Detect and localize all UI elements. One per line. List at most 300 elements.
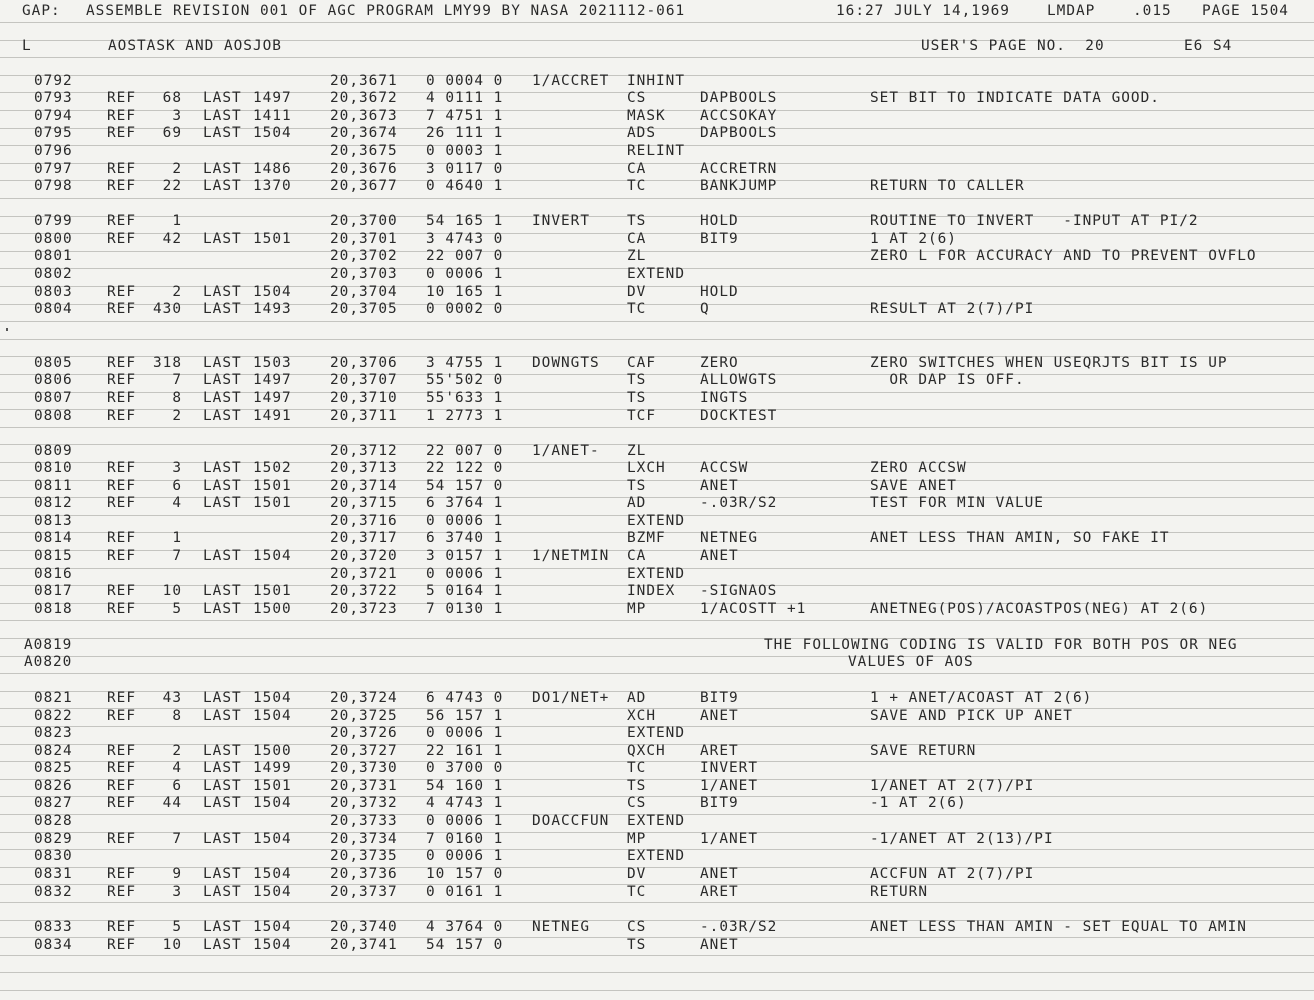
listing-op: EXTEND [627, 266, 685, 282]
listing-op: DV [627, 866, 647, 882]
listing-ref-no: 4 [172, 760, 182, 776]
listing-addr: 20,3716 [330, 513, 398, 529]
listing-line: 0834 [34, 937, 73, 953]
listing-addr: 20,3726 [330, 725, 398, 741]
listing-ref: REF [107, 583, 136, 599]
listing-last-no: 1504 [253, 831, 292, 847]
listing-addr: 20,3734 [330, 831, 398, 847]
listing-addr: 20,3671 [330, 73, 398, 89]
listing-addr: 20,3727 [330, 743, 398, 759]
listing-addr: 20,3702 [330, 248, 398, 264]
listing-ref: REF [107, 831, 136, 847]
listing-line: 0821 [34, 690, 73, 706]
listing-ref: REF [107, 495, 136, 511]
listing-last: LAST [203, 390, 242, 406]
ruling-line [0, 708, 1314, 709]
listing-line: 0805 [34, 355, 73, 371]
listing-label: DOACCFUN [532, 813, 610, 829]
listing-code: 0 0006 1 [426, 266, 504, 282]
listing-operand: BIT9 [700, 231, 739, 247]
listing-last-no: 1501 [253, 778, 292, 794]
listing-ref-no: 68 [162, 90, 182, 106]
listing-operand: ACCRETRN [700, 161, 778, 177]
listing-op: QXCH [627, 743, 666, 759]
listing-line: 0793 [34, 90, 73, 106]
listing-operand: Q [700, 301, 710, 317]
ruling-line [0, 163, 1314, 164]
listing-addr: 20,3712 [330, 443, 398, 459]
listing-op: INDEX [627, 583, 676, 599]
listing-line: 0801 [34, 248, 73, 264]
listing-addr: 20,3731 [330, 778, 398, 794]
listing-operand: -.03R/S2 [700, 919, 778, 935]
listing-operand: ALLOWGTS [700, 372, 778, 388]
listing-addr: 20,3724 [330, 690, 398, 706]
listing-operand: ANET [700, 478, 739, 494]
listing-comment: ROUTINE TO INVERT -INPUT AT PI/2 [870, 213, 1199, 229]
listing-line: 0813 [34, 513, 73, 529]
listing-last: LAST [203, 355, 242, 371]
listing-ref: REF [107, 478, 136, 494]
listing-last: LAST [203, 408, 242, 424]
listing-ref-no: 44 [162, 795, 182, 811]
listing-ref: REF [107, 530, 136, 546]
listing-last: LAST [203, 125, 242, 141]
listing-op: CAF [627, 355, 656, 371]
listing-ref-no: 3 [172, 460, 182, 476]
listing-comment: 1 AT 2(6) [870, 231, 957, 247]
gap-label: GAP: [22, 3, 61, 19]
section-title: AOSTASK AND AOSJOB [108, 38, 282, 54]
listing-addr: 20,3672 [330, 90, 398, 106]
listing-last: LAST [203, 108, 242, 124]
listing-line: 0806 [34, 372, 73, 388]
listing-comment: RETURN [870, 884, 928, 900]
listing-last: LAST [203, 548, 242, 564]
listing-code: 4 3764 0 [426, 919, 504, 935]
listing-ref: REF [107, 355, 136, 371]
listing-label: INVERT [532, 213, 590, 229]
listing-last-no: 1501 [253, 478, 292, 494]
listing-code: 0 4640 1 [426, 178, 504, 194]
listing-line: 0796 [34, 143, 73, 159]
listing-operand: INVERT [700, 760, 758, 776]
listing-line: 0827 [34, 795, 73, 811]
listing-code: 0 0006 1 [426, 513, 504, 529]
listing-code: 26 111 1 [426, 125, 504, 141]
listing-last: LAST [203, 161, 242, 177]
listing-label: DOWNGTS [532, 355, 600, 371]
listing-line: 0832 [34, 884, 73, 900]
listing-code: 0 0004 0 [426, 73, 504, 89]
listing-operand: -SIGNAOS [700, 583, 778, 599]
listing-last: LAST [203, 778, 242, 794]
listing-addr: 20,3677 [330, 178, 398, 194]
listing-op: CA [627, 161, 647, 177]
listing-label: NETNEG [532, 919, 590, 935]
ruling-line [0, 796, 1314, 797]
listing-code: 0 0006 1 [426, 813, 504, 829]
listing-last-no: 1504 [253, 884, 292, 900]
listing-operand: 1/ACOSTT +1 [700, 601, 807, 617]
listing-comment: 1/ANET AT 2(7)/PI [870, 778, 1035, 794]
listing-op: TC [627, 760, 647, 776]
listing-line: 0830 [34, 848, 73, 864]
listing-ref-no: 3 [172, 884, 182, 900]
listing-last-no: 1504 [253, 284, 292, 300]
listing-op: TS [627, 478, 647, 494]
listing-last-no: 1497 [253, 90, 292, 106]
listing-line: 0828 [34, 813, 73, 829]
listing-addr: 20,3706 [330, 355, 398, 371]
listing-ref: REF [107, 213, 136, 229]
listing-op: EXTEND [627, 566, 685, 582]
listing-ref: REF [107, 743, 136, 759]
comment-text: VALUES OF AOS [848, 654, 974, 670]
listing-line: 0810 [34, 460, 73, 476]
listing-line: 0818 [34, 601, 73, 617]
listing-last: LAST [203, 495, 242, 511]
listing-code: 54 157 0 [426, 478, 504, 494]
listing-line: 0814 [34, 530, 73, 546]
listing-op: MASK [627, 108, 666, 124]
listing-ref: REF [107, 284, 136, 300]
listing-operand: ANET [700, 708, 739, 724]
listing-operand: ACCSW [700, 460, 749, 476]
listing-addr: 20,3722 [330, 583, 398, 599]
listing-ref-no: 3 [172, 108, 182, 124]
listing-code: 7 4751 1 [426, 108, 504, 124]
listing-last-no: 1504 [253, 548, 292, 564]
listing-ref-no: 43 [162, 690, 182, 706]
listing-code: 22 007 0 [426, 248, 504, 264]
listing-operand: HOLD [700, 213, 739, 229]
listing-last-no: 1500 [253, 743, 292, 759]
listing-code: 22 007 0 [426, 443, 504, 459]
listing-line: 0824 [34, 743, 73, 759]
listing-last: LAST [203, 743, 242, 759]
ruling-line [0, 884, 1314, 885]
listing-last-no: 1493 [253, 301, 292, 317]
listing-ref-no: 7 [172, 831, 182, 847]
listing-last-no: 1504 [253, 866, 292, 882]
listing-operand: 1/ANET [700, 778, 758, 794]
listing-last: LAST [203, 583, 242, 599]
listing-op: ZL [627, 248, 647, 264]
listing-last-no: 1504 [253, 125, 292, 141]
listing-addr: 20,3720 [330, 548, 398, 564]
listing-addr: 20,3735 [330, 848, 398, 864]
listing-ref-no: 4 [172, 495, 182, 511]
listing-ref: REF [107, 690, 136, 706]
listing-ref: REF [107, 778, 136, 794]
listing-op: TC [627, 884, 647, 900]
listing-line: 0804 [34, 301, 73, 317]
listing-comment: ANET LESS THAN AMIN - SET EQUAL TO AMIN [870, 919, 1247, 935]
listing-label: 1/ANET- [532, 443, 600, 459]
listing-ref-no: 2 [172, 284, 182, 300]
listing-operand: NETNEG [700, 530, 758, 546]
listing-last-no: 1499 [253, 760, 292, 776]
listing-code: 22 161 1 [426, 743, 504, 759]
listing-op: INHINT [627, 73, 685, 89]
listing-last: LAST [203, 284, 242, 300]
listing-ref-no: 42 [162, 231, 182, 247]
listing-ref: REF [107, 866, 136, 882]
listing-line: 0825 [34, 760, 73, 776]
listing-ref-no: 69 [162, 125, 182, 141]
ruling-line [0, 233, 1314, 234]
ruling-line [0, 673, 1314, 674]
ruling-line [0, 374, 1314, 375]
listing-ref: REF [107, 408, 136, 424]
listing-code: 3 0117 0 [426, 161, 504, 177]
listing-ref: REF [107, 795, 136, 811]
listing-operand: ZERO [700, 355, 739, 371]
listing-last: LAST [203, 690, 242, 706]
program-name: LMDAP [1047, 3, 1096, 19]
listing-ref-no: 318 [153, 355, 182, 371]
listing-code: 0 0006 1 [426, 725, 504, 741]
listing-addr: 20,3673 [330, 108, 398, 124]
listing-addr: 20,3723 [330, 601, 398, 617]
listing-line: 0817 [34, 583, 73, 599]
listing-ref: REF [107, 548, 136, 564]
listing-code: 3 0157 1 [426, 548, 504, 564]
listing-comment: -1/ANET AT 2(13)/PI [870, 831, 1054, 847]
listing-operand: ANET [700, 937, 739, 953]
listing-code: 55'633 1 [426, 390, 504, 406]
listing-ref: REF [107, 390, 136, 406]
ruling-line [0, 867, 1314, 868]
listing-op: ZL [627, 443, 647, 459]
listing-op: BZMF [627, 530, 666, 546]
listing-operand: BANKJUMP [700, 178, 778, 194]
ruling-line [0, 57, 1314, 58]
listing-ref-no: 2 [172, 161, 182, 177]
listing-label: 1/ACCRET [532, 73, 610, 89]
ruling-line [0, 902, 1314, 903]
listing-comment: -1 AT 2(6) [870, 795, 967, 811]
ruling-line [0, 444, 1314, 445]
listing-last: LAST [203, 178, 242, 194]
listing-addr: 20,3703 [330, 266, 398, 282]
listing-last: LAST [203, 601, 242, 617]
listing-op: CA [627, 548, 647, 564]
listing-last-no: 1504 [253, 690, 292, 706]
listing-last-no: 1501 [253, 583, 292, 599]
listing-addr: 20,3740 [330, 919, 398, 935]
listing-op: AD [627, 690, 647, 706]
listing-last-no: 1504 [253, 708, 292, 724]
assembly-timestamp: 16:27 JULY 14,1969 [836, 3, 1010, 19]
listing-line: 0809 [34, 443, 73, 459]
listing-operand: ANET [700, 866, 739, 882]
listing-op: CS [627, 795, 647, 811]
listing-last: LAST [203, 301, 242, 317]
listing-ref: REF [107, 90, 136, 106]
listing-ref: REF [107, 760, 136, 776]
ruling-line [0, 427, 1314, 428]
listing-last-no: 1502 [253, 460, 292, 476]
listing-code: 3 4743 0 [426, 231, 504, 247]
ruling-line [0, 550, 1314, 551]
listing-addr: 20,3701 [330, 231, 398, 247]
listing-op: TC [627, 178, 647, 194]
listing-addr: 20,3707 [330, 372, 398, 388]
listing-code: 0 0002 0 [426, 301, 504, 317]
listing-addr: 20,3676 [330, 161, 398, 177]
listing-code: 0 0161 1 [426, 884, 504, 900]
listing-op: AD [627, 495, 647, 511]
listing-comment: ZERO SWITCHES WHEN USEQRJTS BIT IS UP [870, 355, 1228, 371]
listing-addr: 20,3715 [330, 495, 398, 511]
ruling-line [0, 990, 1314, 991]
listing-op: CA [627, 231, 647, 247]
listing-code: 7 0130 1 [426, 601, 504, 617]
listing-ref-no: 6 [172, 778, 182, 794]
listing-last-no: 1411 [253, 108, 292, 124]
listing-code: 6 3764 1 [426, 495, 504, 511]
listing-last: LAST [203, 231, 242, 247]
listing-comment: SAVE ANET [870, 478, 957, 494]
listing-ref-no: 1 [172, 530, 182, 546]
listing-op: TC [627, 301, 647, 317]
listing-op: TS [627, 372, 647, 388]
listing-last: LAST [203, 708, 242, 724]
listing-addr: 20,3674 [330, 125, 398, 141]
listing-code: 22 122 0 [426, 460, 504, 476]
listing-line: 0823 [34, 725, 73, 741]
listing-last: LAST [203, 90, 242, 106]
listing-ref-no: 2 [172, 408, 182, 424]
listing-op: EXTEND [627, 725, 685, 741]
listing-op: CS [627, 90, 647, 106]
listing-addr: 20,3732 [330, 795, 398, 811]
listing-ref-no: 7 [172, 372, 182, 388]
listing-ref: REF [107, 161, 136, 177]
listing-code: 1 2773 1 [426, 408, 504, 424]
listing-code: 4 0111 1 [426, 90, 504, 106]
listing-code: 7 0160 1 [426, 831, 504, 847]
listing-op: TCF [627, 408, 656, 424]
listing-comment: ANET LESS THAN AMIN, SO FAKE IT [870, 530, 1170, 546]
listing-last: LAST [203, 372, 242, 388]
ruling-line [0, 832, 1314, 833]
listing-comment: ANETNEG(POS)/ACOASTPOS(NEG) AT 2(6) [870, 601, 1209, 617]
listing-op: EXTEND [627, 813, 685, 829]
ruling-line [0, 198, 1314, 199]
listing-addr: 20,3736 [330, 866, 398, 882]
listing-ref-no: 10 [162, 937, 182, 953]
listing-op: EXTEND [627, 513, 685, 529]
listing-comment: OR DAP IS OFF. [870, 372, 1025, 388]
listing-code: 54 157 0 [426, 937, 504, 953]
listing-ref: REF [107, 178, 136, 194]
listing-addr: 20,3704 [330, 284, 398, 300]
ruling-line [0, 128, 1314, 129]
listing-last-no: 1504 [253, 937, 292, 953]
listing-last: LAST [203, 478, 242, 494]
listing-addr: 20,3710 [330, 390, 398, 406]
listing-ref-no: 8 [172, 708, 182, 724]
listing-addr: 20,3737 [330, 884, 398, 900]
listing-code: 5 0164 1 [426, 583, 504, 599]
listing-addr: 20,3733 [330, 813, 398, 829]
listing-ref-no: 430 [153, 301, 182, 317]
ruling-line [0, 180, 1314, 181]
listing-code: 0 3700 0 [426, 760, 504, 776]
listing-operand: 1/ANET [700, 831, 758, 847]
sheet-code: E6 S4 [1184, 38, 1233, 54]
listing-op: DV [627, 284, 647, 300]
listing-op: TS [627, 213, 647, 229]
listing-addr: 20,3725 [330, 708, 398, 724]
listing-operand: ARET [700, 743, 739, 759]
listing-label: 1/NETMIN [532, 548, 610, 564]
listing-operand: DAPBOOLS [700, 90, 778, 106]
listing-op: LXCH [627, 460, 666, 476]
listing-op: TS [627, 390, 647, 406]
listing-comment: ZERO ACCSW [870, 460, 967, 476]
listing-addr: 20,3721 [330, 566, 398, 582]
listing-ref: REF [107, 708, 136, 724]
listing-last-no: 1491 [253, 408, 292, 424]
program-version: .015 [1133, 3, 1172, 19]
listing-last-no: 1501 [253, 495, 292, 511]
listing-operand: DAPBOOLS [700, 125, 778, 141]
ruling-line [0, 409, 1314, 410]
listing-last-no: 1503 [253, 355, 292, 371]
listing-op: ADS [627, 125, 656, 141]
comment-text: THE FOLLOWING CODING IS VALID FOR BOTH POS OR NEG [764, 637, 1238, 653]
listing-addr: 20,3675 [330, 143, 398, 159]
listing-ref-no: 5 [172, 601, 182, 617]
ruling-line [0, 339, 1314, 340]
listing-ref: REF [107, 301, 136, 317]
listing-op: CS [627, 919, 647, 935]
listing-last-no: 1504 [253, 795, 292, 811]
listing-addr: 20,3717 [330, 530, 398, 546]
listing-operand: BIT9 [700, 690, 739, 706]
listing-ref-no: 10 [162, 583, 182, 599]
listing-code: 54 160 1 [426, 778, 504, 794]
listing-comment: RESULT AT 2(7)/PI [870, 301, 1035, 317]
listing-op: XCH [627, 708, 656, 724]
listing-comment: ZERO L FOR ACCURACY AND TO PREVENT OVFLO [870, 248, 1257, 264]
listing-last-no: 1500 [253, 601, 292, 617]
listing-operand: -.03R/S2 [700, 495, 778, 511]
ruling-line [0, 691, 1314, 692]
ruling-line [0, 497, 1314, 498]
listing-addr: 20,3700 [330, 213, 398, 229]
listing-last: LAST [203, 937, 242, 953]
listing-code: 0 0003 1 [426, 143, 504, 159]
listing-last-no: 1370 [253, 178, 292, 194]
listing-comment: RETURN TO CALLER [870, 178, 1025, 194]
listing-ref-no: 9 [172, 866, 182, 882]
listing-code: 3 4755 1 [426, 355, 504, 371]
listing-addr: 20,3705 [330, 301, 398, 317]
listing-line: 0807 [34, 390, 73, 406]
listing-operand: BIT9 [700, 795, 739, 811]
listing-line: 0829 [34, 831, 73, 847]
listing-code: 0 0006 1 [426, 848, 504, 864]
listing-comment: SET BIT TO INDICATE DATA GOOD. [870, 90, 1160, 106]
listing-operand: INGTS [700, 390, 749, 406]
listing-ref: REF [107, 460, 136, 476]
listing-ref-no: 6 [172, 478, 182, 494]
